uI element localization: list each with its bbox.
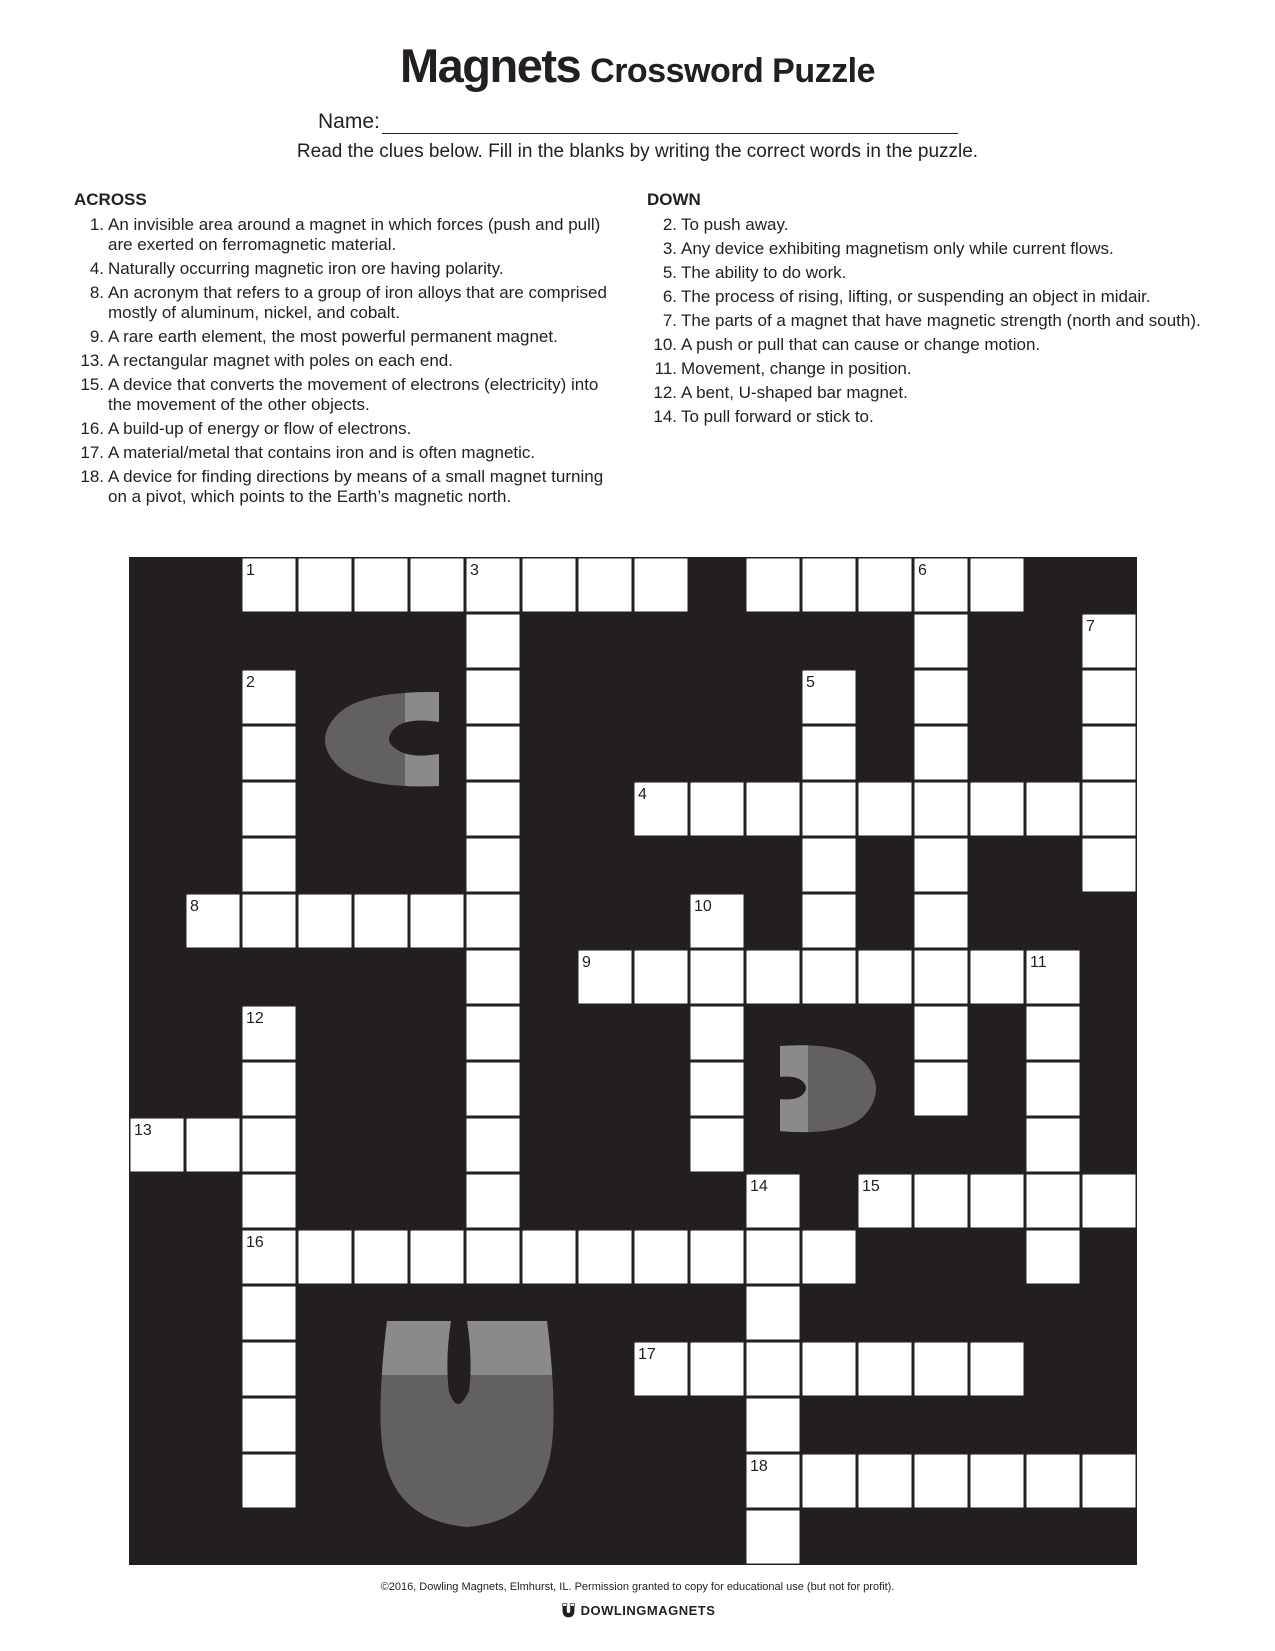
- crossword-cell[interactable]: [747, 1343, 800, 1396]
- name-field[interactable]: [318, 106, 958, 134]
- crossword-puzzle: [129, 557, 1137, 1565]
- clue-number: 17.: [80, 443, 104, 462]
- crossword-cell[interactable]: [803, 783, 856, 836]
- clue-text: A push or pull that can cause or change motion.: [681, 335, 1041, 354]
- cell-number: 6: [918, 562, 927, 579]
- crossword-cell[interactable]: [915, 1455, 968, 1508]
- cell-number: 8: [190, 898, 199, 915]
- crossword-cell[interactable]: [1027, 1063, 1080, 1116]
- crossword-cell[interactable]: [467, 671, 520, 724]
- name-blank-line[interactable]: [382, 113, 958, 134]
- across-clue-list: [74, 215, 614, 507]
- cell-number: 4: [638, 786, 647, 803]
- crossword-cell[interactable]: [803, 895, 856, 948]
- clue-text: The ability to do work.: [681, 263, 847, 282]
- clue-number: 12.: [653, 383, 677, 402]
- clue-text: To push away.: [681, 215, 789, 234]
- title-main: Magnets: [400, 39, 581, 92]
- crossword-cell[interactable]: [635, 1231, 688, 1284]
- crossword-cell[interactable]: [355, 559, 408, 612]
- crossword-cell[interactable]: [915, 727, 968, 780]
- clue-number: 6.: [662, 287, 677, 306]
- down-clue-10: [647, 335, 1207, 355]
- crossword-cell[interactable]: [243, 1343, 296, 1396]
- crossword-cell[interactable]: [915, 615, 968, 668]
- clue-number: 10.: [653, 335, 677, 354]
- crossword-cell[interactable]: [747, 783, 800, 836]
- crossword-cell[interactable]: [355, 895, 408, 948]
- clue-number: 2.: [662, 215, 677, 234]
- crossword-cell[interactable]: [467, 783, 520, 836]
- crossword-cell[interactable]: [691, 1119, 744, 1172]
- crossword-cell[interactable]: [803, 1455, 856, 1508]
- instructions: Read the clues below. Fill in the blanks by writing the correct words in the puzzle.: [296, 141, 979, 162]
- crossword-cell[interactable]: [467, 839, 520, 892]
- name-label: Name:: [318, 110, 380, 133]
- cell-number: 1: [246, 562, 255, 579]
- clue-text: A device for finding directions by means of a small magnet turning on a pivot, which points to the Earth’s magnetic north.: [108, 467, 604, 506]
- crossword-cell[interactable]: [467, 1175, 520, 1228]
- clue-number: 5.: [662, 263, 677, 282]
- crossword-cell[interactable]: [747, 1231, 800, 1284]
- crossword-cell[interactable]: [803, 951, 856, 1004]
- clue-text: A rare earth element, the most powerful permanent magnet.: [108, 327, 558, 346]
- across-clue-15: [74, 375, 614, 415]
- horseshoe-magnet-icon: [560, 1602, 577, 1619]
- clue-text: A bent, U-shaped bar magnet.: [681, 383, 908, 402]
- crossword-cell[interactable]: [243, 839, 296, 892]
- crossword-cell[interactable]: [915, 1007, 968, 1060]
- crossword-cell[interactable]: [915, 1343, 968, 1396]
- crossword-cell[interactable]: [1083, 1455, 1136, 1508]
- crossword-cell[interactable]: [691, 1231, 744, 1284]
- down-clue-list: [647, 215, 1207, 427]
- crossword-cell[interactable]: [467, 1007, 520, 1060]
- crossword-cell[interactable]: [859, 1455, 912, 1508]
- crossword-cell[interactable]: [1027, 1119, 1080, 1172]
- cell-number: 5: [806, 674, 815, 691]
- cell-number: 13: [134, 1122, 152, 1139]
- cell-number: 17: [638, 1346, 656, 1363]
- crossword-cell[interactable]: [971, 559, 1024, 612]
- crossword-cell[interactable]: [691, 1007, 744, 1060]
- crossword-cell[interactable]: [1083, 671, 1136, 724]
- clue-number: 3.: [662, 239, 677, 258]
- cell-number: 18: [750, 1458, 768, 1475]
- crossword-cell[interactable]: [579, 559, 632, 612]
- crossword-cell[interactable]: [635, 951, 688, 1004]
- clue-number: 4.: [89, 259, 104, 278]
- cell-number: 15: [862, 1178, 880, 1195]
- across-clue-8: [74, 283, 614, 323]
- across-clue-17: [74, 443, 614, 463]
- crossword-cell[interactable]: [299, 895, 352, 948]
- down-clue-5: [647, 263, 1207, 283]
- crossword-cell[interactable]: [411, 895, 464, 948]
- clue-number: 7.: [662, 311, 677, 330]
- clue-number: 13.: [80, 351, 104, 370]
- crossword-cell[interactable]: [467, 727, 520, 780]
- clue-text: An acronym that refers to a group of iron alloys that are comprised mostly of aluminum, nickel, and cobalt.: [108, 283, 607, 322]
- crossword-cell[interactable]: [859, 1343, 912, 1396]
- cell-number: 16: [246, 1234, 264, 1251]
- cell-number: 14: [750, 1178, 768, 1195]
- brand-name: DOWLINGMAGNETS: [580, 1602, 716, 1618]
- clue-number: 18.: [80, 467, 104, 486]
- across-clues: [74, 190, 614, 511]
- clue-text: Movement, change in position.: [681, 359, 912, 378]
- crossword-cell[interactable]: [467, 1119, 520, 1172]
- clue-text: A material/metal that contains iron and is often magnetic.: [108, 443, 536, 462]
- crossword-cell[interactable]: [243, 783, 296, 836]
- crossword-cell[interactable]: [467, 1231, 520, 1284]
- crossword-cell[interactable]: [915, 951, 968, 1004]
- crossword-cell[interactable]: [915, 783, 968, 836]
- down-clue-14: [647, 407, 1207, 427]
- crossword-cell[interactable]: [971, 951, 1024, 1004]
- crossword-cell[interactable]: [1027, 1175, 1080, 1228]
- crossword-cell[interactable]: [243, 1175, 296, 1228]
- crossword-cell[interactable]: [747, 1511, 800, 1564]
- crossword-cell[interactable]: [467, 1063, 520, 1116]
- cell-number: 10: [694, 898, 712, 915]
- down-clue-7: [647, 311, 1207, 331]
- crossword-cell[interactable]: [579, 1231, 632, 1284]
- crossword-cell[interactable]: [243, 1063, 296, 1116]
- crossword-cell[interactable]: [187, 1119, 240, 1172]
- crossword-cell[interactable]: [747, 1399, 800, 1452]
- across-clue-9: [74, 327, 614, 347]
- crossword-cell[interactable]: [803, 839, 856, 892]
- crossword-cell[interactable]: [243, 1455, 296, 1508]
- down-clue-2: [647, 215, 1207, 235]
- horseshoe-magnet-icon: [380, 1321, 553, 1527]
- across-clue-4: [74, 259, 614, 279]
- crossword-cell[interactable]: [747, 951, 800, 1004]
- crossword-cell[interactable]: [467, 951, 520, 1004]
- cell-number: 7: [1086, 618, 1095, 635]
- clue-text: Any device exhibiting magnetism only while current flows.: [681, 239, 1114, 258]
- down-clue-6: [647, 287, 1207, 307]
- across-clue-13: [74, 351, 614, 371]
- crossword-cell[interactable]: [243, 1287, 296, 1340]
- crossword-cell[interactable]: [803, 1231, 856, 1284]
- crossword-cell[interactable]: [467, 615, 520, 668]
- crossword-cell[interactable]: [523, 1231, 576, 1284]
- down-clue-11: [647, 359, 1207, 379]
- crossword-cell[interactable]: [1027, 1455, 1080, 1508]
- crossword-cell[interactable]: [971, 783, 1024, 836]
- clue-number: 8.: [89, 283, 104, 302]
- crossword-cell[interactable]: [971, 1175, 1024, 1228]
- crossword-cell[interactable]: [859, 951, 912, 1004]
- clue-number: 16.: [80, 419, 104, 438]
- crossword-cell[interactable]: [1083, 783, 1136, 836]
- crossword-cell[interactable]: [243, 1119, 296, 1172]
- crossword-grid: [129, 557, 1137, 1565]
- crossword-cell[interactable]: [411, 1231, 464, 1284]
- clue-text: A rectangular magnet with poles on each end.: [108, 351, 453, 370]
- clue-text: The process of rising, lifting, or suspending an object in midair.: [681, 287, 1151, 306]
- clue-text: Naturally occurring magnetic iron ore having polarity.: [108, 259, 504, 278]
- crossword-cell[interactable]: [691, 951, 744, 1004]
- crossword-cell[interactable]: [747, 1287, 800, 1340]
- crossword-cell[interactable]: [1027, 783, 1080, 836]
- crossword-cell[interactable]: [747, 559, 800, 612]
- crossword-cell[interactable]: [243, 1399, 296, 1452]
- crossword-cell[interactable]: [1027, 1007, 1080, 1060]
- cell-number: 9: [582, 954, 591, 971]
- page-title: [0, 38, 1275, 98]
- across-clue-18: [74, 467, 614, 507]
- crossword-cell[interactable]: [1083, 839, 1136, 892]
- crossword-cell[interactable]: [691, 1063, 744, 1116]
- across-heading: ACROSS: [74, 190, 147, 209]
- cell-number: 3: [470, 562, 479, 579]
- cell-number: 11: [1030, 954, 1047, 971]
- crossword-cell[interactable]: [299, 1231, 352, 1284]
- across-clue-16: [74, 419, 614, 439]
- crossword-cell[interactable]: [1083, 1175, 1136, 1228]
- crossword-cell[interactable]: [243, 727, 296, 780]
- crossword-cell[interactable]: [971, 1343, 1024, 1396]
- cell-number: 12: [246, 1010, 264, 1027]
- crossword-cell[interactable]: [635, 559, 688, 612]
- clue-text: An invisible area around a magnet in which forces (push and pull) are exerted on ferromagnetic material.: [108, 215, 601, 254]
- down-clue-3: [647, 239, 1207, 259]
- crossword-cell[interactable]: [915, 895, 968, 948]
- crossword-cell[interactable]: [523, 559, 576, 612]
- crossword-cell[interactable]: [971, 1455, 1024, 1508]
- crossword-cell[interactable]: [803, 727, 856, 780]
- cell-number: 2: [246, 674, 255, 691]
- down-clue-12: [647, 383, 1207, 403]
- crossword-cell[interactable]: [243, 895, 296, 948]
- down-heading: DOWN: [647, 190, 701, 209]
- crossword-cell[interactable]: [915, 1175, 968, 1228]
- clue-text: A device that converts the movement of electrons (electricity) into the movement of the other objects.: [108, 375, 599, 414]
- clue-number: 9.: [89, 327, 104, 346]
- crossword-cell[interactable]: [803, 559, 856, 612]
- across-clue-1: [74, 215, 614, 255]
- clue-text: To pull forward or stick to.: [681, 407, 874, 426]
- clue-number: 11.: [654, 359, 677, 378]
- crossword-cell[interactable]: [803, 1343, 856, 1396]
- crossword-cell[interactable]: [1083, 727, 1136, 780]
- crossword-cell[interactable]: [467, 895, 520, 948]
- clue-text: The parts of a magnet that have magnetic strength (north and south).: [681, 311, 1201, 330]
- crossword-cell[interactable]: [1027, 1231, 1080, 1284]
- brand-logo: [0, 1599, 1275, 1621]
- down-clues: [647, 190, 1207, 431]
- clue-number: 15.: [80, 375, 104, 394]
- crossword-cell[interactable]: [915, 1063, 968, 1116]
- clue-number: 14.: [653, 407, 677, 426]
- title-subtitle: Crossword Puzzle: [590, 52, 875, 90]
- crossword-cell[interactable]: [299, 559, 352, 612]
- clue-text: A build-up of energy or flow of electrons.: [108, 419, 412, 438]
- crossword-cell[interactable]: [915, 839, 968, 892]
- crossword-cell[interactable]: [691, 783, 744, 836]
- copyright-notice: ©2016, Dowling Magnets, Elmhurst, IL. Permission granted to copy for educational use (but not for profit).: [380, 1581, 895, 1593]
- crossword-cell[interactable]: [691, 1343, 744, 1396]
- crossword-cell[interactable]: [859, 559, 912, 612]
- crossword-cell[interactable]: [859, 783, 912, 836]
- crossword-cell[interactable]: [411, 559, 464, 612]
- clue-number: 1.: [89, 215, 104, 234]
- crossword-cell[interactable]: [915, 671, 968, 724]
- crossword-cell[interactable]: [355, 1231, 408, 1284]
